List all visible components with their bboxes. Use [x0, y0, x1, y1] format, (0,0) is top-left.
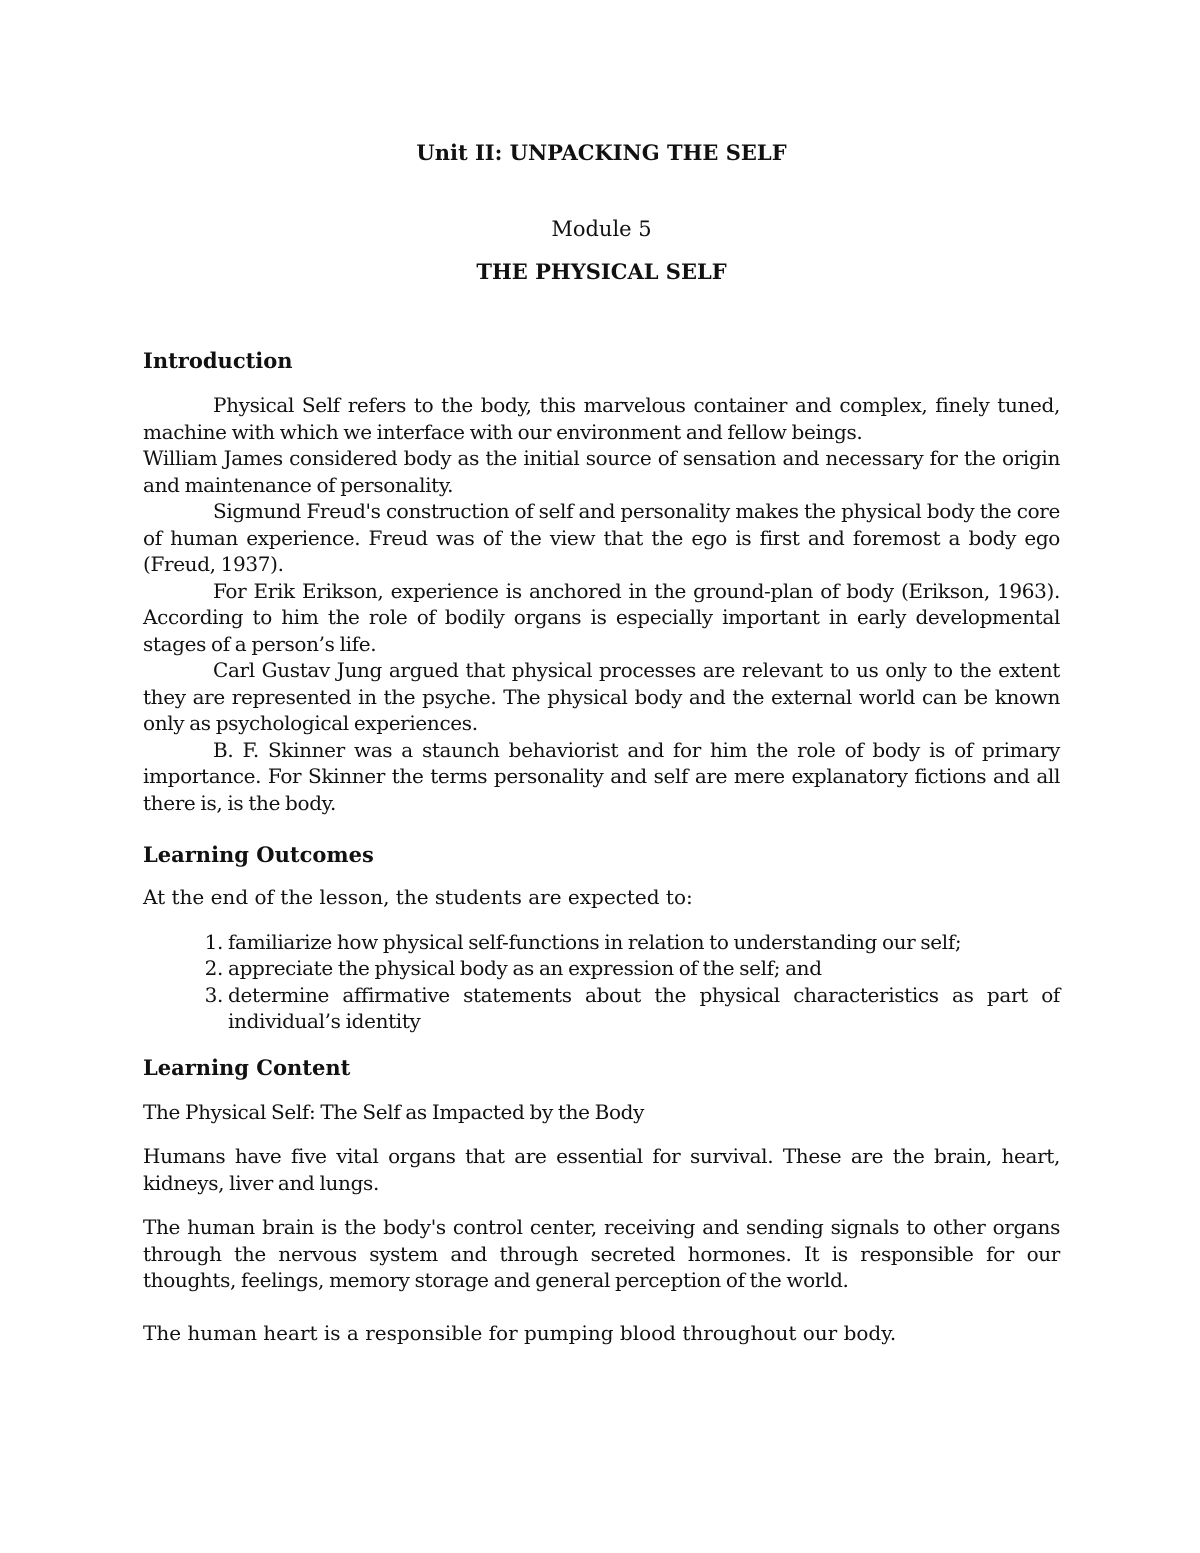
introduction-heading: Introduction — [143, 348, 293, 373]
learning-outcomes-intro: At the end of the lesson, the students are expected to: — [143, 885, 693, 909]
list-item: 3. determine affirmative statements about the physical characteristics as part of individual’s identity — [228, 982, 1060, 1035]
intro-paragraph: For Erik Erikson, experience is anchored in the ground-plan of body (Erikson, 1963). According to him the role of bodily organs is especially important in early developmental stages of a person’s life. — [143, 578, 1060, 656]
module-label: Module 5 — [551, 217, 652, 241]
learning-outcomes-list — [143, 929, 1060, 1035]
content-paragraph: The human heart is a responsible for pumping blood throughout our body. — [143, 1320, 897, 1345]
intro-paragraph: B. F. Skinner was a staunch behaviorist and for him the role of body is of primary importance. For Skinner the terms personality and self are mere explanatory fictions and all there is, is the body. — [143, 737, 1060, 815]
learning-outcomes-heading: Learning Outcomes — [143, 842, 374, 867]
content-paragraph: Humans have five vital organs that are essential for survival. These are the brain, heart, kidneys, liver and lungs. — [143, 1144, 1060, 1195]
intro-paragraph: William James considered body as the initial source of sensation and necessary for the origin and maintenance of personality. — [143, 446, 1060, 497]
list-item: 1. familiarize how physical self-functions in relation to understanding our self; — [228, 929, 1060, 956]
learning-content-subtitle: The Physical Self: The Self as Impacted by the Body — [143, 1099, 645, 1124]
module-title: THE PHYSICAL SELF — [476, 259, 727, 284]
intro-paragraph: Physical Self refers to the body, this marvelous container and complex, finely tuned, machine with which we interface with our environment and fellow beings. — [143, 393, 1060, 444]
intro-paragraph: Sigmund Freud's construction of self and personality makes the physical body the core of human experience. Freud was of the view that the ego is first and foremost a body ego (Freud, 1937). — [143, 499, 1060, 576]
unit-title: Unit II: UNPACKING THE SELF — [416, 140, 787, 165]
learning-content-heading: Learning Content — [143, 1054, 351, 1080]
intro-paragraph: Carl Gustav Jung argued that physical processes are relevant to us only to the extent they are represented in the psyche. The physical body and the external world can be known only as psychological experiences. — [143, 658, 1060, 735]
content-paragraph: The human brain is the body's control center, receiving and sending signals to other organs through the nervous system and through secreted hormones. It is responsible for our thoughts, feelings, memory storage and general perception of the world. — [143, 1215, 1060, 1292]
document-page — [143, 140, 1060, 1346]
list-item: 2. appreciate the physical body as an expression of the self; and — [228, 955, 1060, 982]
introduction-body — [143, 392, 1060, 816]
